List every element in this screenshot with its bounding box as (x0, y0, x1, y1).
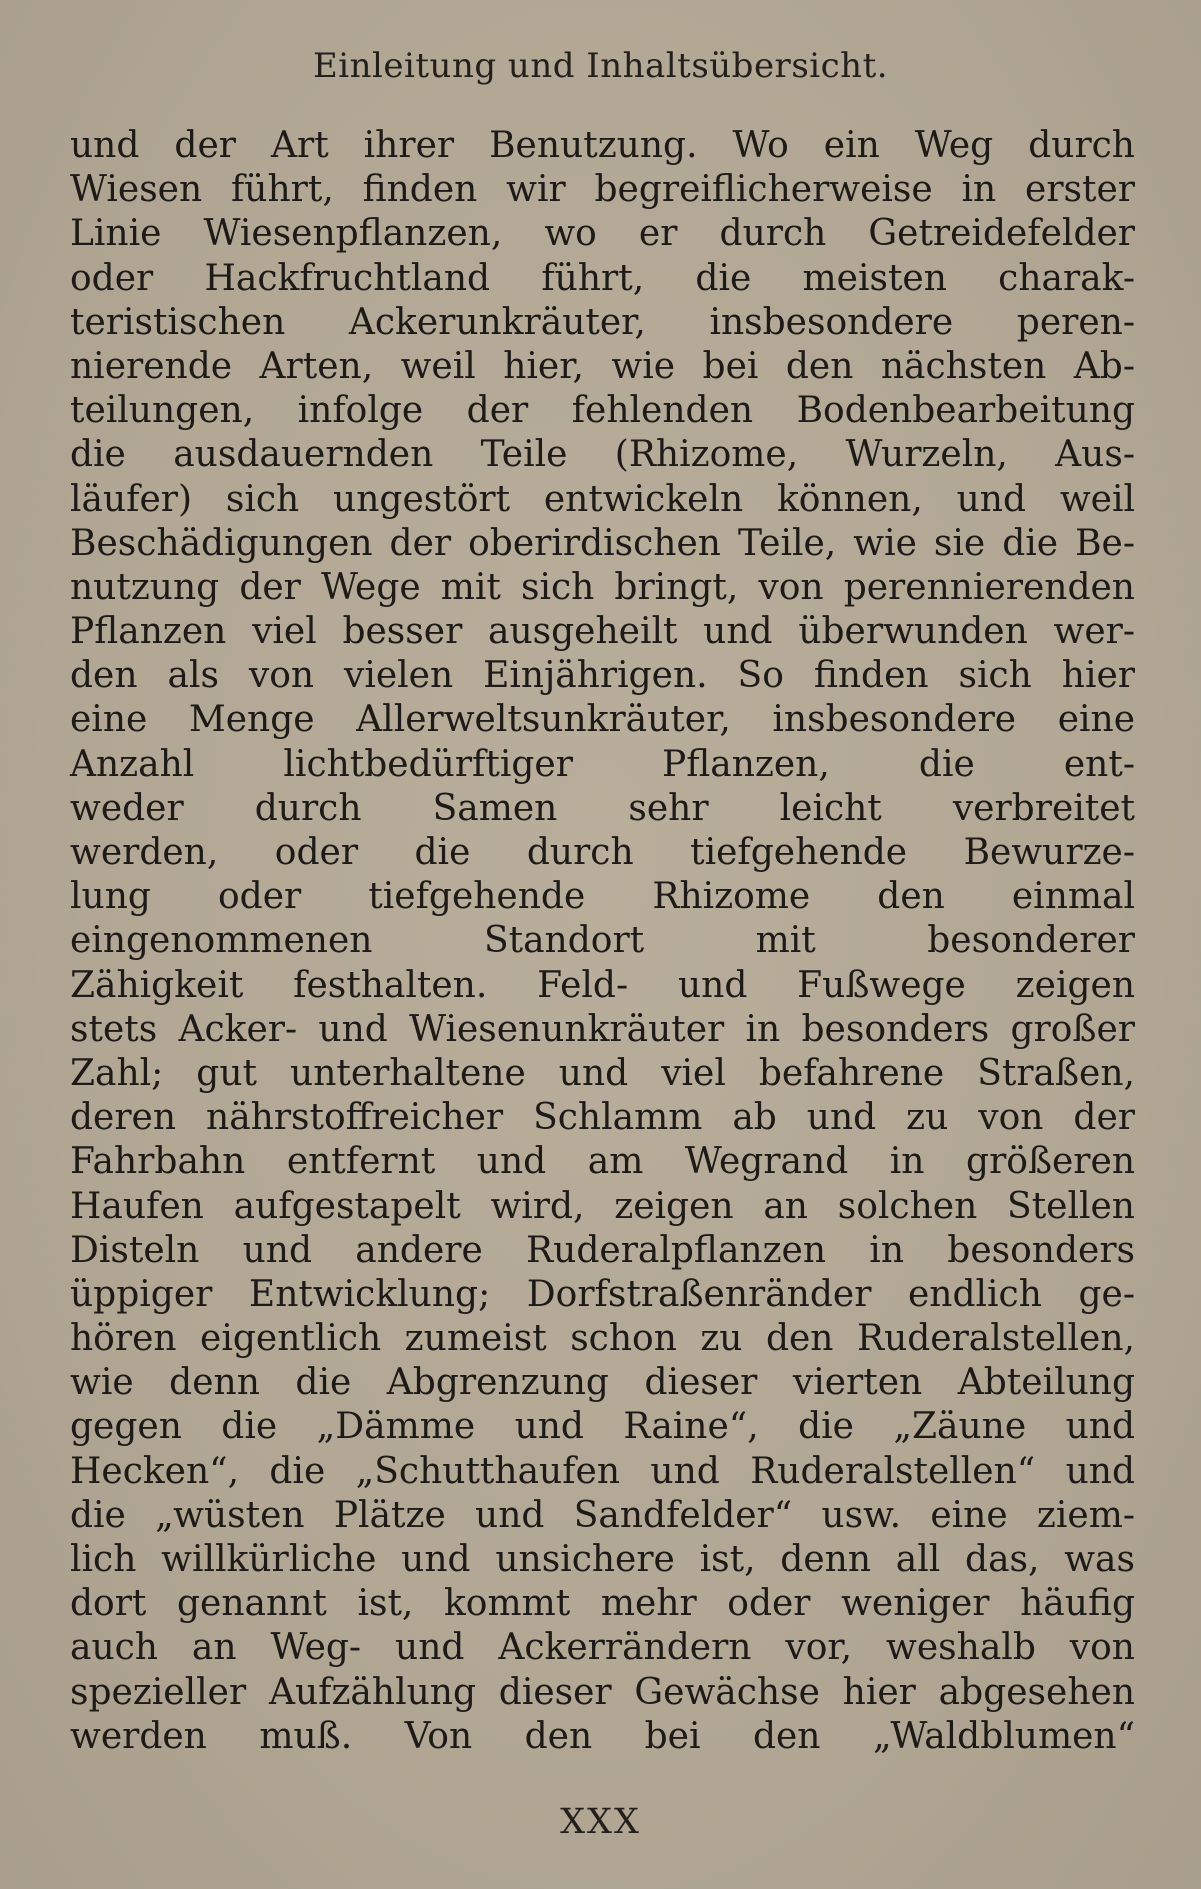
text-line: stets Acker- und Wiesenunkräuter in besonders großer (70, 1008, 1135, 1050)
text-line: Anzahl lichtbedürftiger Pflanzen, die ent- (70, 743, 1135, 785)
text-line: auch an Weg- und Ackerrändern vor, weshalb von (70, 1627, 1135, 1669)
text-line: eine Menge Allerweltsunkräuter, insbesondere eine (70, 699, 1135, 741)
text-line: oder Hackfruchtland führt, die meisten charak- (70, 257, 1135, 299)
text-line: gegen die „Dämme und Raine“, die „Zäune und (70, 1406, 1135, 1448)
text-line: spezieller Aufzählung dieser Gewächse hier abgesehen (70, 1671, 1135, 1713)
text-line: lich willkürliche und unsichere ist, denn all das, was (70, 1539, 1135, 1580)
text-line: die ausdauernden Teile (Rhizome, Wurzeln, Aus- (70, 434, 1135, 476)
text-line: Beschädigungen der oberirdischen Teile, wie sie die Be- (70, 522, 1135, 564)
text-line: nutzung der Wege mit sich bringt, von perennierenden (70, 566, 1135, 608)
text-line: weder durch Samen sehr leicht verbreitet (70, 787, 1135, 829)
page-number: XXX (560, 1802, 641, 1842)
text-line: werden, oder die durch tiefgehende Bewurze- (70, 832, 1135, 873)
text-line: dort genannt ist, kommt mehr oder weniger häufig (70, 1583, 1135, 1625)
running-head: Einleitung und Inhaltsübersicht. (312, 46, 889, 86)
text-line: Zahl; gut unterhaltene und viel befahrene Straßen, (70, 1052, 1135, 1094)
text-line: die „wüsten Plätze und Sandfelder“ usw. eine ziem- (70, 1494, 1135, 1536)
text-line: eingenommenen Standort mit besonderer (70, 920, 1135, 962)
text-line: läufer) sich ungestört entwickeln können, und weil (70, 478, 1135, 520)
text-line: üppiger Entwicklung; Dorfstraßenränder endlich ge- (70, 1273, 1135, 1315)
text-line: Zähigkeit festhalten. Feld- und Fußwege zeigen (70, 964, 1135, 1006)
text-line: deren nährstoffreicher Schlamm ab und zu von der (70, 1097, 1135, 1139)
text-line: und der Art ihrer Benutzung. Wo ein Weg durch (70, 125, 1135, 166)
text-line: Disteln und andere Ruderalpflanzen in besonders (70, 1229, 1135, 1271)
text-line: werden muß. Von den bei den „Waldblumen“ (70, 1715, 1135, 1757)
text-line: hören eigentlich zumeist schon zu den Ruderalstellen, (70, 1318, 1135, 1360)
text-line: Linie Wiesenpflanzen, wo er durch Getreidefelder (70, 213, 1135, 255)
text-line: teilungen, infolge der fehlenden Bodenbearbeitung (70, 390, 1135, 432)
text-line: Hecken“, die „Schutthaufen und Ruderalstellen“ und (70, 1450, 1135, 1492)
text-line: Pflanzen viel besser ausgeheilt und überwunden wer- (70, 611, 1135, 653)
text-line: nierende Arten, weil hier, wie bei den nächsten Ab- (70, 345, 1135, 387)
text-line: teristischen Ackerunkräuter, insbesondere peren- (70, 301, 1135, 343)
text-line: Wiesen führt, finden wir begreiflicherweise in erster (70, 169, 1135, 211)
text-line: lung oder tiefgehende Rhizome den einmal (70, 876, 1135, 918)
text-line: Fahrbahn entfernt und am Wegrand in größeren (70, 1141, 1135, 1183)
body-text (70, 124, 1135, 1759)
text-line: den als von vielen Einjährigen. So finden sich hier (70, 655, 1135, 697)
text-line: wie denn die Abgrenzung dieser vierten Abteilung (70, 1362, 1135, 1404)
text-line: Haufen aufgestapelt wird, zeigen an solchen Stellen (70, 1185, 1135, 1227)
